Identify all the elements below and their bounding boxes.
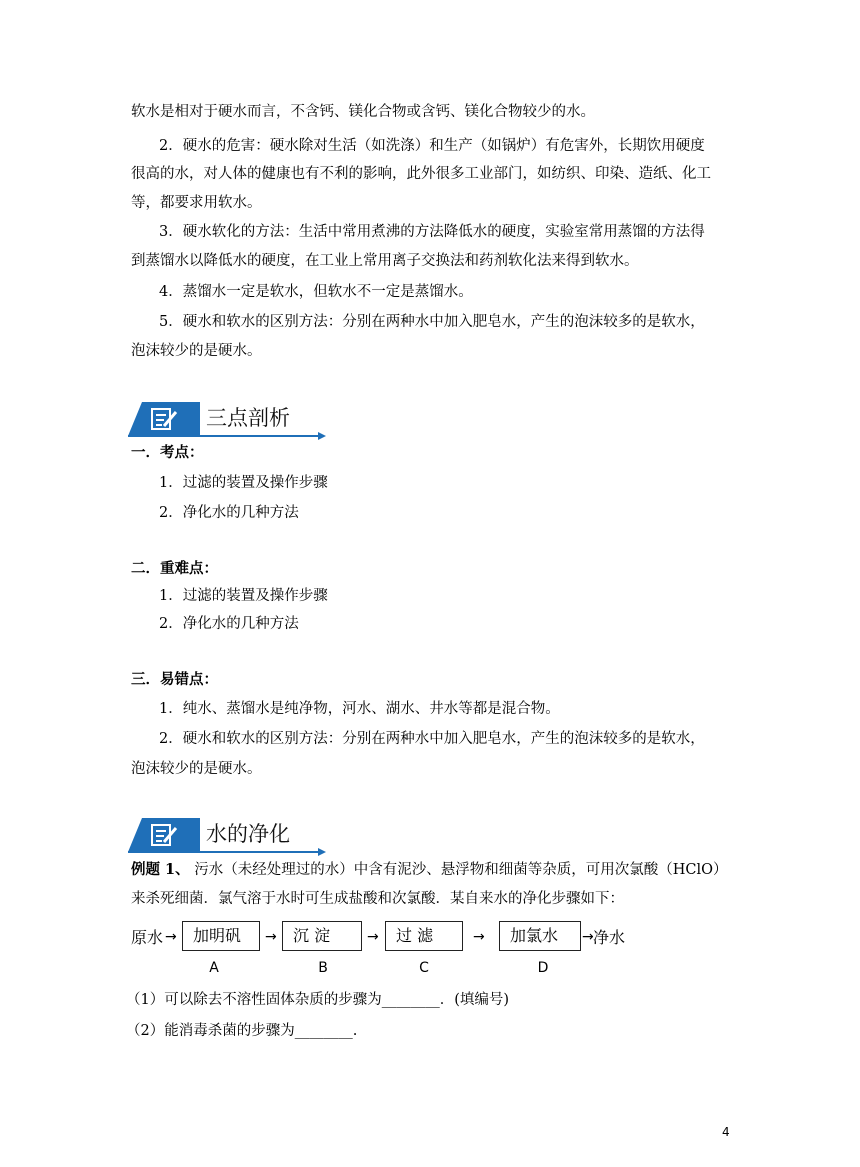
kaodian-label: 一．考点：: [131, 444, 204, 461]
example-line-1: [131, 860, 731, 880]
question-2: （2）能消毒杀菌的步骤为________.: [126, 1023, 358, 1039]
section-underline: [128, 851, 320, 853]
point-5-line-1: 5．硬水和软水的区别方法：分别在两种水中加入肥皂水，产生的泡沫较多的是软水，: [159, 314, 705, 330]
flow-step-label: D: [537, 960, 549, 976]
kaodian-item: 2．净化水的几种方法: [159, 505, 299, 521]
section-title: 三点剖析: [206, 406, 290, 430]
point-3-line-2: 到蒸馏水以降低水的硬度，在工业上常用离子交换法和药剂软化法来得到软水。: [131, 253, 639, 269]
zhongnan-item: 2．净化水的几种方法: [159, 616, 299, 632]
example-line-2: 来杀死细菌．氯气溶于水时可生成盐酸和次氯酸．某自来水的净化步骤如下：: [131, 891, 624, 907]
flow-arrow-icon: →: [367, 929, 379, 945]
zhongnan-item: 1．过滤的装置及操作步骤: [159, 588, 328, 604]
underline-arrow-icon: [318, 432, 326, 440]
flow-arrow-icon: →: [265, 929, 277, 945]
notepad-pencil-icon: [150, 406, 180, 432]
example-label: 例题 1、: [131, 861, 190, 878]
point-2-line-3: 等，都要求用软水。: [131, 195, 262, 211]
flow-step-label: C: [419, 960, 429, 976]
section-header-analysis: [128, 402, 328, 438]
flow-arrow-icon: →: [582, 929, 594, 945]
section-underline: [128, 435, 320, 437]
zhongnan-label: 二．重难点：: [131, 560, 218, 577]
section-tab: [128, 818, 200, 852]
kaodian-item: 1．过滤的装置及操作步骤: [159, 475, 328, 491]
underline-arrow-icon: [318, 848, 326, 856]
flow-step-box: 加明矾: [182, 921, 260, 951]
point-3-line-1: 3．硬水软化的方法：生活中常用煮沸的方法降低水的硬度，实验室常用蒸馏的方法得: [159, 224, 705, 240]
section-tab: [128, 402, 200, 436]
question-1: （1）可以除去不溶性固体杂质的步骤为________．(填编号): [126, 992, 510, 1008]
yicuo-item-2-line-2: 泡沫较少的是硬水。: [131, 761, 262, 777]
point-4: 4．蒸馏水一定是软水，但软水不一定是蒸馏水。: [159, 284, 473, 300]
yicuo-label: 三．易错点：: [131, 671, 218, 688]
flow-arrow-icon: →: [165, 929, 177, 945]
notepad-pencil-icon: [150, 822, 180, 848]
section-title: 水的净化: [206, 822, 290, 846]
yicuo-item-1: 1．纯水、蒸馏水是纯净物，河水、湖水、井水等都是混合物。: [159, 701, 560, 717]
purification-flow-diagram: [131, 919, 651, 979]
page-number: 4: [722, 1125, 730, 1139]
point-2-line-1: 2．硬水的危害：硬水除对生活（如洗涤）和生产（如锅炉）有危害外，长期饮用硬度: [159, 138, 705, 154]
section-header-purification: [128, 818, 328, 854]
flow-arrow-icon: →: [473, 929, 485, 945]
flow-end: 净水: [593, 928, 626, 947]
flow-step-label: A: [209, 960, 219, 976]
flow-step-box: 加氯水: [499, 921, 581, 951]
flow-step-box: 过 滤: [385, 921, 463, 951]
example-text-1: 污水（未经处理过的水）中含有泥沙、悬浮物和细菌等杂质，可用次氯酸（HClO）: [189, 862, 728, 878]
yicuo-item-2-line-1: 2．硬水和软水的区别方法：分别在两种水中加入肥皂水，产生的泡沫较多的是软水，: [159, 731, 705, 747]
point-2-line-2: 很高的水，对人体的健康也有不利的影响，此外很多工业部门，如纺织、印染、造纸、化工: [131, 166, 711, 182]
flow-start: 原水: [131, 928, 164, 947]
flow-step-label: B: [318, 960, 328, 976]
intro-line-1: 软水是相对于硬水而言，不含钙、镁化合物或含钙、镁化合物较少的水。: [131, 104, 595, 120]
point-5-line-2: 泡沫较少的是硬水。: [131, 343, 262, 359]
flow-step-box: 沉 淀: [282, 921, 362, 951]
